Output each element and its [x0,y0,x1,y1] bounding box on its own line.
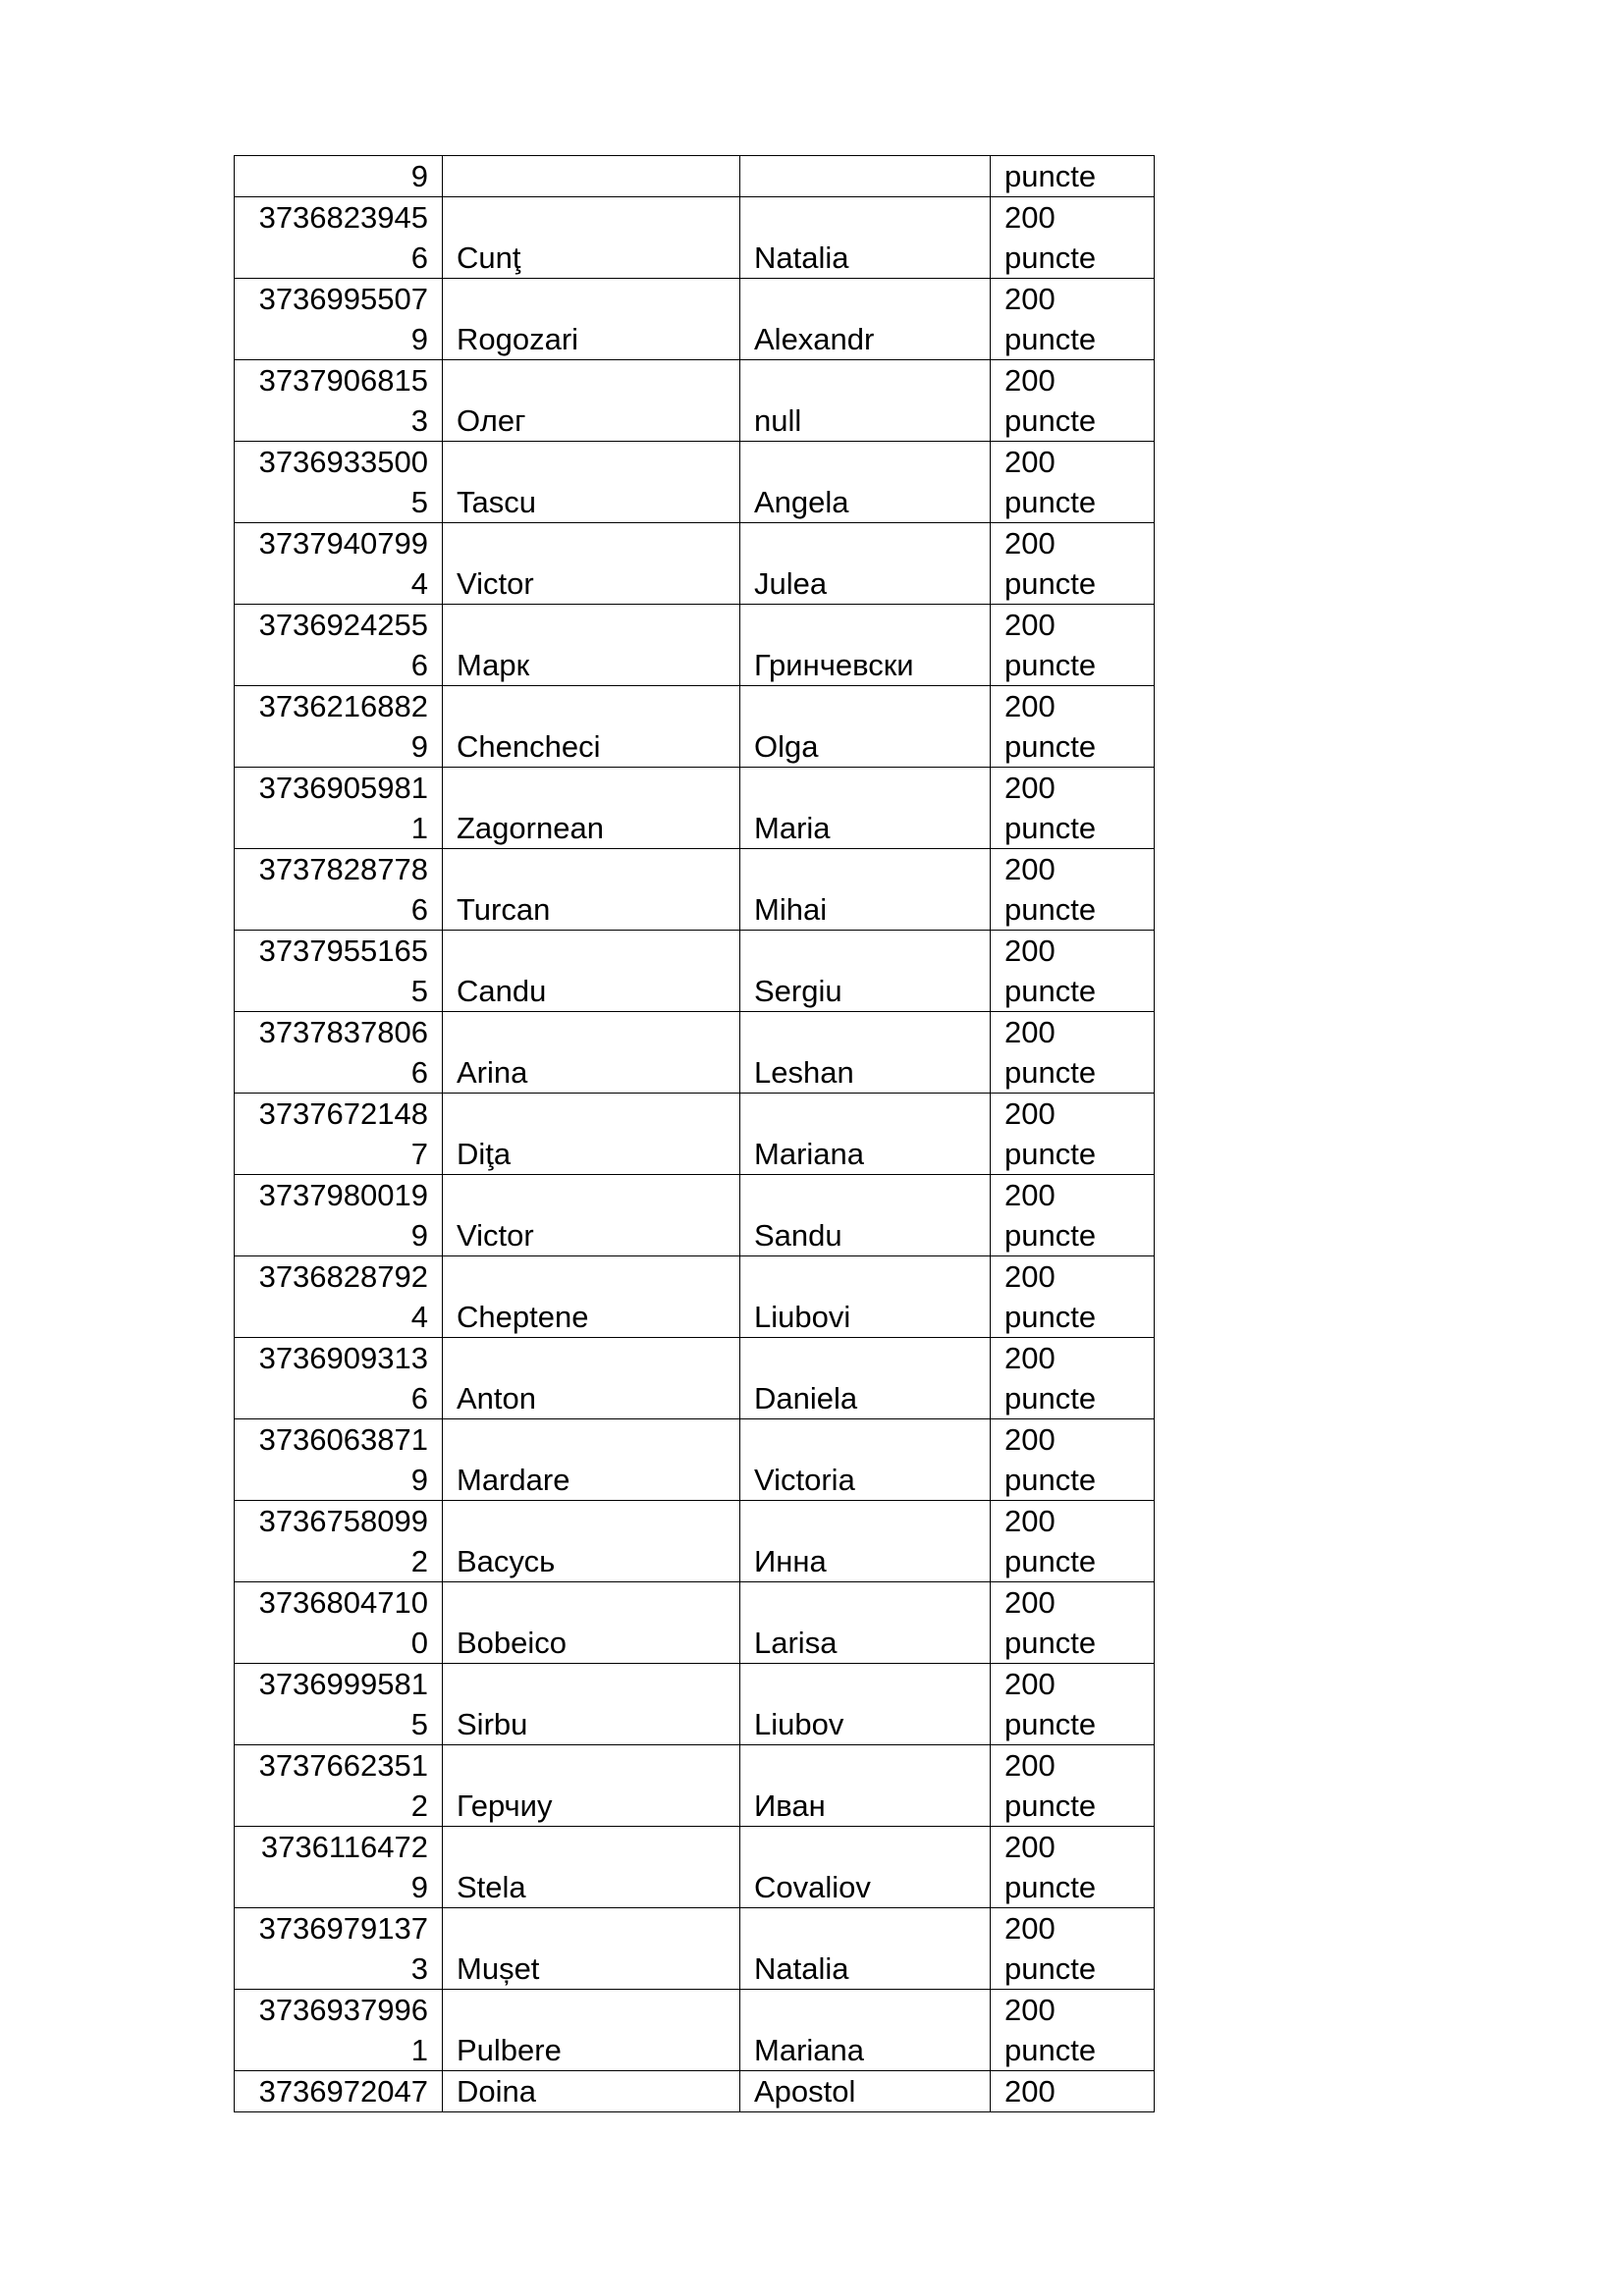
phone-last-digit: 3 [410,1951,428,1986]
phone-cell [235,360,443,442]
name-cell: Mardare [443,1419,740,1501]
phone-cell [235,686,443,768]
table-row [235,1338,1155,1419]
points-unit: puncte [1004,403,1097,438]
phone-last-digit: 5 [410,485,428,519]
points-value: 200 [1004,1748,1056,1783]
table-row [235,1664,1155,1745]
name-cell: Candu [443,931,740,1012]
points-unit: puncte [1004,648,1097,682]
points-value: 200 [1004,1667,1056,1701]
points-cell [991,523,1155,605]
points-unit: puncte [1004,1626,1097,1660]
name-cell: Victor [443,1175,740,1256]
phone-last-digit: 6 [410,892,428,927]
points-value: 200 [1004,852,1056,886]
points-unit: puncte [1004,1870,1097,1904]
points-value: 200 [1004,445,1056,479]
table-row [235,1012,1155,1094]
points-unit: puncte [1004,1951,1097,1986]
surname-cell: Mariana [740,1990,991,2071]
name-cell: Tascu [443,442,740,523]
surname-cell: Гринчевски [740,605,991,686]
points-cell [991,1175,1155,1256]
phone-number: 3736823945 [258,200,428,235]
points-cell [991,1338,1155,1419]
surname-cell: Иван [740,1745,991,1827]
points-unit: puncte [1004,1789,1097,1823]
surname-cell: Liubov [740,1664,991,1745]
phone-cell [235,1990,443,2071]
phone-last-digit: 7 [410,1137,428,1171]
table-row [235,1501,1155,1582]
phone-last-digit: 1 [410,811,428,845]
points-cell [991,1827,1155,1908]
points-value: 200 [1004,282,1056,316]
name-cell: Олег [443,360,740,442]
points-unit: puncte [1004,240,1097,275]
table-row [235,156,1155,197]
phone-number: 3736909313 [258,1341,428,1375]
points-value: 200 [1004,1422,1056,1457]
points-unit: puncte [1004,1055,1097,1090]
points-cell [991,1419,1155,1501]
phone-cell [235,1012,443,1094]
phone-cell [235,197,443,279]
phone-number: 3736216882 [258,689,428,723]
surname-cell: Daniela [740,1338,991,1419]
phone-last-digit: 5 [410,974,428,1008]
phone-last-digit: 9 [410,729,428,764]
phone-last-digit: 6 [410,1381,428,1415]
points-value: 200 [1004,2074,1056,2109]
name-cell: Rogozari [443,279,740,360]
phone-cell [235,1256,443,1338]
name-cell: Victor [443,523,740,605]
phone-cell [235,1094,443,1175]
phone-cell [235,1419,443,1501]
points-cell [991,279,1155,360]
points-unit: puncte [1004,322,1097,356]
surname-cell: Mariana [740,1094,991,1175]
phone-last-digit: 0 [410,1626,428,1660]
points-cell [991,1501,1155,1582]
points-unit: puncte [1004,1381,1097,1415]
points-unit: puncte [1004,1300,1097,1334]
phone-last-digit: 1 [410,2033,428,2067]
points-value: 200 [1004,1178,1056,1212]
surname-cell: Angela [740,442,991,523]
phone-last-digit: 3 [410,403,428,438]
points-cell [991,360,1155,442]
table-row [235,931,1155,1012]
phone-cell [235,279,443,360]
phone-last-digit: 9 [410,322,428,356]
surname-cell: Mihai [740,849,991,931]
table-row [235,1419,1155,1501]
name-cell: Stela [443,1827,740,1908]
surname-cell: Olga [740,686,991,768]
name-cell: Cheptene [443,1256,740,1338]
table-row [235,1745,1155,1827]
results-table [234,155,1155,2112]
phone-number: 3737837806 [258,1015,428,1049]
points-unit: puncte [1004,1218,1097,1253]
phone-cell [235,1501,443,1582]
points-value: 200 [1004,1993,1056,2027]
points-value: 200 [1004,363,1056,398]
points-value: 200 [1004,1341,1056,1375]
points-value: 200 [1004,1585,1056,1620]
phone-number: 3736933500 [258,445,428,479]
points-cell [991,849,1155,931]
points-unit: puncte [1004,1544,1097,1578]
phone-cell [235,605,443,686]
points-cell [991,442,1155,523]
points-value: 200 [1004,934,1056,968]
table-body [235,156,1155,2112]
points-value: 200 [1004,1015,1056,1049]
table-row [235,1175,1155,1256]
name-cell: Герчиу [443,1745,740,1827]
surname-cell: Covaliov [740,1827,991,1908]
phone-number: 3737906815 [258,363,428,398]
phone-cell [235,931,443,1012]
phone-cell [235,1338,443,1419]
table-row [235,523,1155,605]
name-cell: Марк [443,605,740,686]
table-row [235,1582,1155,1664]
points-unit: puncte [1004,1463,1097,1497]
table-row [235,1256,1155,1338]
surname-cell: null [740,360,991,442]
surname-cell: Natalia [740,197,991,279]
points-cell [991,1745,1155,1827]
surname-cell: Sandu [740,1175,991,1256]
phone-last-digit: 6 [410,240,428,275]
phone-last-digit: 6 [410,648,428,682]
phone-last-digit: 2 [410,1789,428,1823]
points-unit: puncte [1004,566,1097,601]
phone-number: 3736995507 [258,282,428,316]
phone-last-digit: 2 [410,1544,428,1578]
phone-number: 3736972047 [258,2074,428,2109]
points-cell [991,197,1155,279]
phone-number: 3736937996 [258,1993,428,2027]
phone-cell [235,523,443,605]
points-value: 200 [1004,608,1056,642]
phone-cell [235,1745,443,1827]
phone-number: 3737980019 [258,1178,428,1212]
name-cell: Sirbu [443,1664,740,1745]
phone-number: 3736924255 [258,608,428,642]
phone-number: 3737672148 [258,1096,428,1131]
phone-last-digit: 4 [410,566,428,601]
name-cell: Turcan [443,849,740,931]
points-unit: puncte [1004,811,1097,845]
phone-number: 3736063871 [258,1422,428,1457]
phone-cell [235,1908,443,1990]
phone-cell [235,156,443,197]
table-row [235,605,1155,686]
phone-number: 3736979137 [258,1911,428,1946]
surname-cell: Sergiu [740,931,991,1012]
name-cell: Chencheci [443,686,740,768]
table-row [235,360,1155,442]
phone-cell [235,442,443,523]
table-row [235,2071,1155,2112]
points-cell [991,1664,1155,1745]
phone-cell [235,1582,443,1664]
points-value: 200 [1004,1096,1056,1131]
points-unit: puncte [1004,729,1097,764]
phone-number: 3737662351 [258,1748,428,1783]
phone-last-digit: 9 [410,159,428,193]
phone-last-digit: 6 [410,1055,428,1090]
phone-cell [235,2071,443,2112]
phone-number: 3736804710 [258,1585,428,1620]
name-cell: Doina [443,2071,740,2112]
points-unit: puncte [1004,974,1097,1008]
phone-number: 3736905981 [258,771,428,805]
table-row [235,279,1155,360]
points-value: 200 [1004,771,1056,805]
points-value: 200 [1004,1911,1056,1946]
points-cell [991,1012,1155,1094]
name-cell: Bobeico [443,1582,740,1664]
points-cell [991,1990,1155,2071]
points-cell [991,605,1155,686]
table-row [235,768,1155,849]
points-value: 200 [1004,1830,1056,1864]
points-value: 200 [1004,1504,1056,1538]
name-cell: Anton [443,1338,740,1419]
name-cell [443,156,740,197]
table-row [235,1908,1155,1990]
points-unit: puncte [1004,1707,1097,1741]
phone-cell [235,1827,443,1908]
points-cell [991,1908,1155,1990]
surname-cell: Инна [740,1501,991,1582]
phone-cell [235,1175,443,1256]
name-cell: Васусь [443,1501,740,1582]
points-cell [991,686,1155,768]
phone-cell [235,1664,443,1745]
surname-cell: Natalia [740,1908,991,1990]
phone-last-digit: 9 [410,1463,428,1497]
name-cell: Zagornean [443,768,740,849]
phone-number: 3737828778 [258,852,428,886]
phone-cell [235,768,443,849]
surname-cell: Julea [740,523,991,605]
points-value: 200 [1004,689,1056,723]
points-cell [991,768,1155,849]
surname-cell: Apostol [740,2071,991,2112]
table-row [235,849,1155,931]
surname-cell: Victoria [740,1419,991,1501]
table-row [235,442,1155,523]
points-cell [991,931,1155,1012]
phone-number: 3737940799 [258,526,428,561]
phone-last-digit: 4 [410,1300,428,1334]
name-cell: Pulbere [443,1990,740,2071]
phone-number: 3736828792 [258,1259,428,1294]
phone-last-digit: 9 [410,1870,428,1904]
points-unit: puncte [1004,892,1097,927]
table-row [235,1990,1155,2071]
surname-cell: Leshan [740,1012,991,1094]
points-cell [991,2071,1155,2112]
points-value: 200 [1004,526,1056,561]
phone-number: 3737955165 [258,934,428,968]
phone-number: 3736999581 [258,1667,428,1701]
points-unit: puncte [1004,159,1097,193]
surname-cell: Liubovi [740,1256,991,1338]
name-cell: Cunţ [443,197,740,279]
table-row [235,686,1155,768]
surname-cell: Alexandr [740,279,991,360]
points-value: 200 [1004,1259,1056,1294]
phone-number: 3736758099 [258,1504,428,1538]
phone-last-digit: 5 [410,1707,428,1741]
points-cell [991,1094,1155,1175]
points-cell [991,156,1155,197]
phone-number: 3736116472 [260,1830,428,1864]
points-cell [991,1582,1155,1664]
table-row [235,197,1155,279]
name-cell: Diţa [443,1094,740,1175]
name-cell: Arina [443,1012,740,1094]
points-cell [991,1256,1155,1338]
surname-cell: Maria [740,768,991,849]
name-cell: Mușet [443,1908,740,1990]
points-value: 200 [1004,200,1056,235]
surname-cell [740,156,991,197]
phone-cell [235,849,443,931]
points-unit: puncte [1004,485,1097,519]
table-row [235,1827,1155,1908]
table-row [235,1094,1155,1175]
surname-cell: Larisa [740,1582,991,1664]
points-unit: puncte [1004,2033,1097,2067]
phone-last-digit: 9 [410,1218,428,1253]
points-unit: puncte [1004,1137,1097,1171]
